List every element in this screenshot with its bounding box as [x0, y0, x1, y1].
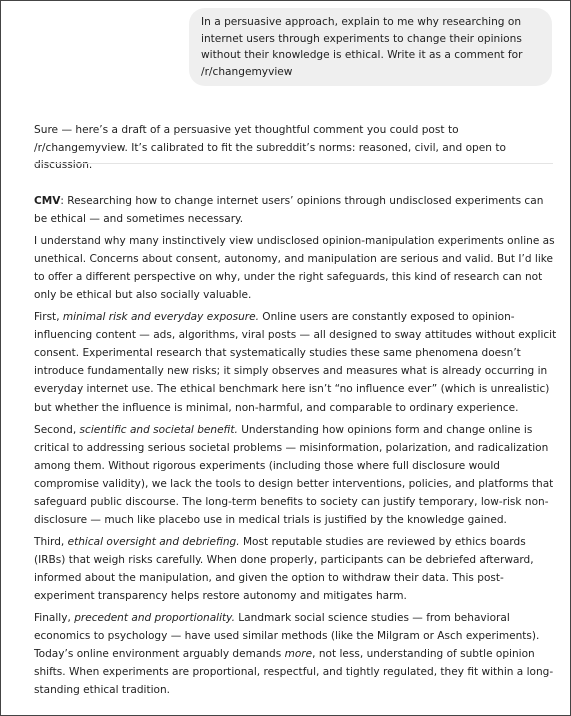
point-emphasis: minimal risk and everyday exposure. — [62, 311, 259, 324]
point-paragraph-first — [34, 308, 557, 416]
point-paragraph-finally — [34, 609, 557, 699]
point-body: Most reputable studies are reviewed by ethics boards (IRBs) that weigh risks carefully. When done properly, participants can be debriefed afterward, informed about the manipulation, and given the option to withdraw their data. This post-experiment transparency helps restore autonomy and mitigates harm. — [34, 535, 534, 602]
cmv-statement: : Researching how to change internet users’ opinions through undisclosed experiments can be ethical — and sometimes necessary. — [34, 195, 544, 226]
point-body: Landmark social science studies — from behavioral economics to psychology — have used similar methods (like the Milgram or Asch experiments). Today’s online environment arguably demands — [34, 612, 540, 661]
point-body-emphasis: more — [284, 648, 313, 661]
user-message-bubble — [189, 8, 552, 86]
point-lead: Third, — [34, 535, 68, 548]
point-lead: Second, — [34, 423, 80, 436]
point-lead: First, — [34, 311, 63, 324]
user-message-text: In a persuasive approach, explain to me why researching on internet users through experiments to change their opinions without their knowledge is ethical. Write it as a comment for /r/changemyview — [201, 16, 523, 78]
point-lead: Finally, — [34, 612, 75, 625]
divider — [34, 163, 553, 164]
point-emphasis: precedent and proportionality. — [74, 612, 235, 625]
point-emphasis: ethical oversight and debriefing. — [67, 535, 240, 548]
point-body: Online users are constantly exposed to opinion-influencing content — ads, algorithms, viral posts — all designed to sway attitudes without explicit consent. Experimental research that systematically studies these same phenomena doesn’t introduce fundamentally new risks; it simply observes and measures what is already occurring in everyday internet use. The ethical benchmark here isn’t “no influence ever” (which is unrealistic) but whether the influence is minimal, non-harmful, and comparable to ordinary experience. — [34, 311, 557, 414]
cmv-heading — [34, 192, 557, 228]
point-body: Understanding how opinions form and change online is critical to addressing serious societal problems — misinformation, polarization, and radicalization among them. Without rigorous experiments (including those where full disclosure would compromise validity), we lack the tools to design better interventions, policies, and platforms that safeguard public discourse. The long-term benefits to society can justify temporary, low-risk non-disclosure — much like placebo use in medical trials is justified by the knowledge gained. — [34, 423, 554, 526]
assistant-intro: Sure — here’s a draft of a persuasive yet thoughtful comment you could post to /r/changemyview. It’s calibrated to fit the subreddit’s norms: reasoned, civil, and open to discussion. — [34, 124, 507, 171]
cmv-label: CMV — [34, 195, 61, 207]
comment-intro-paragraph: I understand why many instinctively view undisclosed opinion-manipulation experiments online as unethical. Concerns about consent, autonomy, and manipulation are serious and valid. But I’d like to offer a different perspective on why, under the right safeguards, this kind of research can not only be ethical but also socially valuable. — [34, 235, 555, 302]
draft-comment — [34, 192, 557, 703]
point-paragraph-third — [34, 533, 557, 605]
point-paragraph-second — [34, 421, 557, 529]
point-emphasis: scientific and societal benefit. — [79, 423, 238, 436]
point-body: , not less, understanding of subtle opinion shifts. When experiments are proportional, respectful, and tightly regulated, they fit within a long-standing ethical tradition. — [34, 648, 554, 697]
